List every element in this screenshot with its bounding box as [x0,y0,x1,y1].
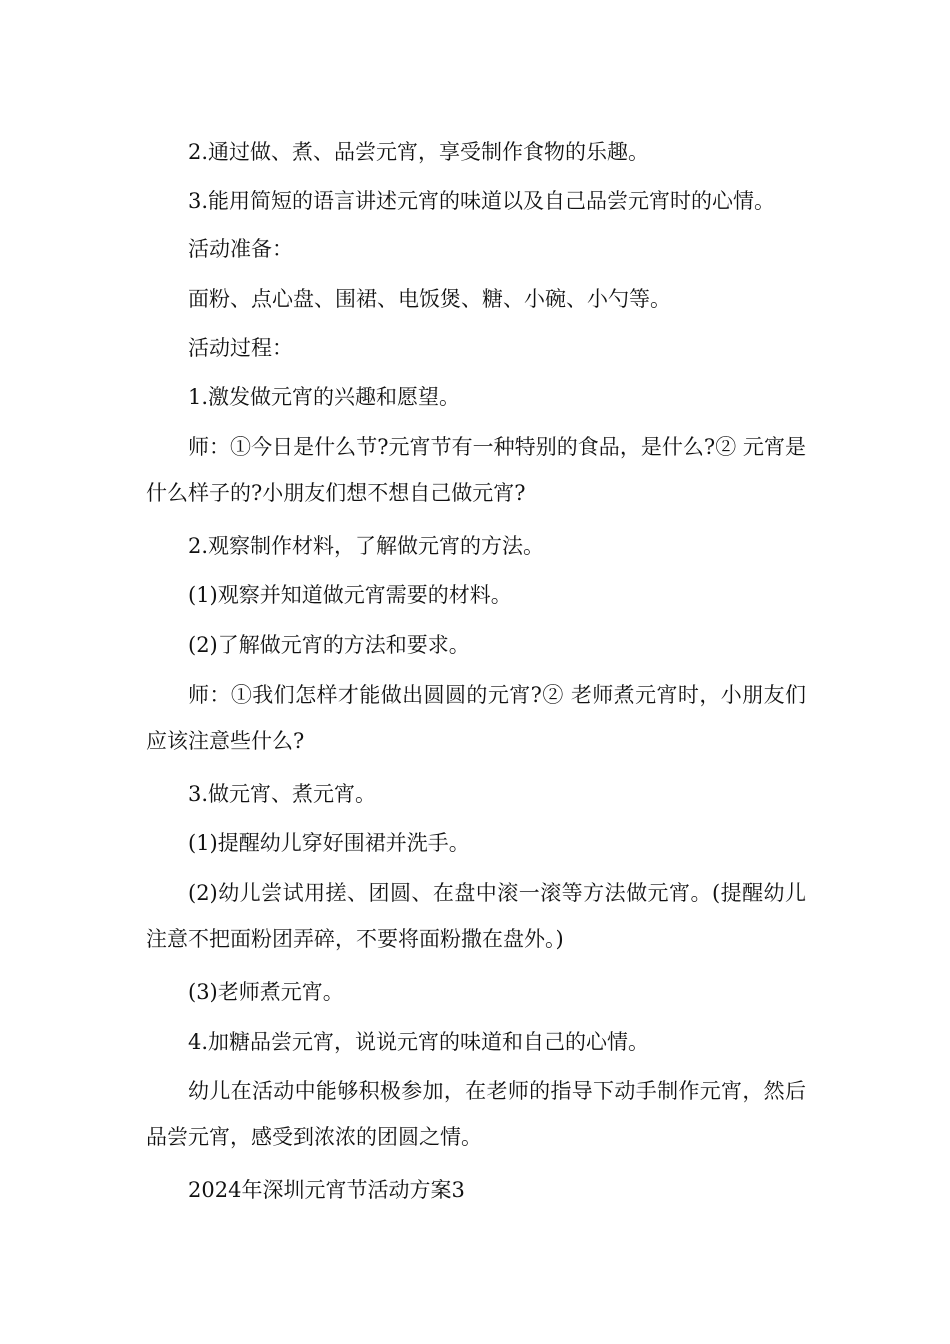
paragraph-teacher-question-1: 师：①今日是什么节?元宵节有一种特别的食品，是什么?② 元宵是什么样子的?小朋友们想不想自己做元宵? [146,435,806,505]
paragraph-step-3-3: (3)老师煮元宵。 [188,980,344,1004]
paragraph-step-3-2: (2)幼儿尝试用搓、团圆、在盘中滚一滚等方法做元宵。(提醒幼儿注意不把面粉团弄碎，不要将面粉撒在盘外。) [146,881,806,951]
paragraph-step-4: 4.加糖品尝元宵，说说元宵的味道和自己的心情。 [188,1030,650,1054]
paragraph-goal-2: 2.通过做、煮、品尝元宵，享受制作食物的乐趣。 [188,140,650,164]
paragraph-teacher-question-2: 师：①我们怎样才能做出圆圆的元宵?② 老师煮元宵时，小朋友们应该注意些什么? [146,683,806,753]
paragraph-goal-3: 3.能用简短的语言讲述元宵的味道以及自己品尝元宵时的心情。 [188,189,776,213]
paragraph-step-2: 2.观察制作材料，了解做元宵的方法。 [188,534,545,558]
paragraph-summary: 幼儿在活动中能够积极参加，在老师的指导下动手制作元宵，然后品尝元宵，感受到浓浓的团圆之情。 [146,1079,806,1149]
paragraph-step-3: 3.做元宵、煮元宵。 [188,782,377,806]
section-title-plan-3: 2024年深圳元宵节活动方案3 [188,1178,465,1202]
heading-process: 活动过程： [188,336,293,360]
heading-preparation: 活动准备： [188,237,293,261]
paragraph-step-2-2: (2)了解做元宵的方法和要求。 [188,633,470,657]
paragraph-step-2-1: (1)观察并知道做元宵需要的材料。 [188,583,512,607]
paragraph-materials: 面粉、点心盘、围裙、电饭煲、糖、小碗、小勺等。 [188,287,671,311]
paragraph-step-3-1: (1)提醒幼儿穿好围裙并洗手。 [188,831,470,855]
paragraph-step-1: 1.激发做元宵的兴趣和愿望。 [188,385,461,409]
